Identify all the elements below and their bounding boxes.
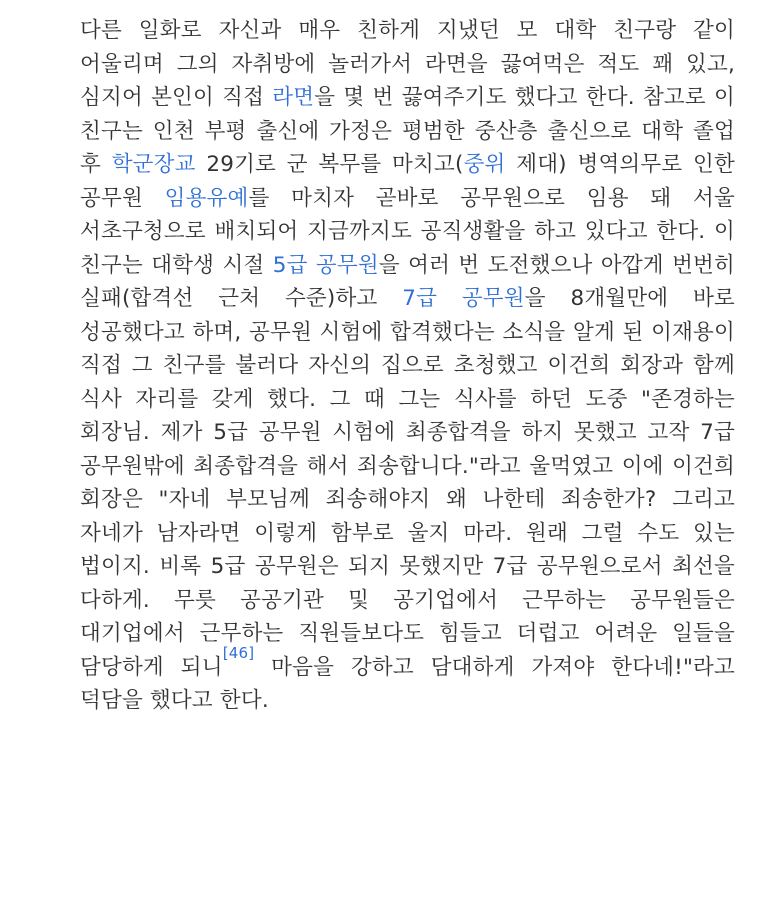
link-appointment-deferral[interactable]: 임용유예 [164, 185, 249, 211]
paragraph-text: 다른 일화로 자신과 매우 친하게 지냈던 모 대학 친구랑 같이 어울리며 그의 자취방에 놀러가서 라면을 끓여먹은 적도 꽤 있고, 심지어 본인이 직접 [80, 18, 735, 110]
paragraph-text: 29기로 군 복무를 마치고( [195, 152, 464, 177]
link-grade5-civil-servant[interactable]: 5급 공무원 [272, 252, 379, 278]
footnote-ref-46[interactable]: [46] [222, 644, 255, 663]
link-first-lieutenant[interactable]: 중위 [463, 152, 506, 177]
link-ramyeon[interactable]: 라면 [272, 85, 315, 110]
article-paragraph [80, 14, 735, 718]
paragraph-text: 마음을 강하고 담대하게 가져야 한다네!"라고 덕담을 했다고 한다. [80, 654, 735, 713]
link-grade7-civil-servant[interactable]: 7급 공무원 [402, 286, 525, 311]
paragraph-text: 를 마치자 곧바로 공무원으로 임용 돼 서울 서초구청으로 배치되어 지금까지도 공직생활을 하고 있다고 한다. 이 친구는 대학생 시절 [80, 185, 735, 278]
paragraph-text: 제대) 병역의무로 인한 공무원 [80, 152, 735, 211]
paragraph-text: 을 몇 번 끓여주기도 했다고 한다. 참고로 이 친구는 인천 부평 출신에 가정은 평범한 중산층 출신으로 대학 졸업 후 [80, 85, 736, 177]
paragraph-text: 을 8개월만에 바로 성공했다고 하며, 공무원 시험에 합격했다는 소식을 알게 된 이재용이 직접 그 친구를 불러다 자신의 집으로 초청했고 이건희 회장과 함께 식사 자리를 갖게 했다. 그 때 그는 식사를 하던 도중 "존경하는 회장님. 제가 5급 공무원 시험에 최종합격을 하지 못했고 고작 7급 공무원밖에 최종합격을 해서 죄송합니다."라고 울먹였고 이에 이건희 회장은 "자네 부모님께 죄송해야지 왜 나한테 죄송한가? 그리고 자네가 남자라면 이렇게 함부로 울지 마라. 원래 그럴 수도 있는 법이지. 비록 5급 공무원은 되지 못했지만 7급 공무원으로서 최선을 다하게. 무릇 공공기관 및 공기업에서 근무하는 공무원들은 대기업에서 근무하는 직원들보다도 힘들고 더럽고 어려운 일들을 담당하게 되니 [80, 286, 735, 680]
paragraph-text: 을 여러 번 도전했으나 아깝게 번번히 실패(합격선 근처 수준)하고 [80, 252, 735, 311]
link-rotc[interactable]: 학군장교 [111, 152, 196, 177]
